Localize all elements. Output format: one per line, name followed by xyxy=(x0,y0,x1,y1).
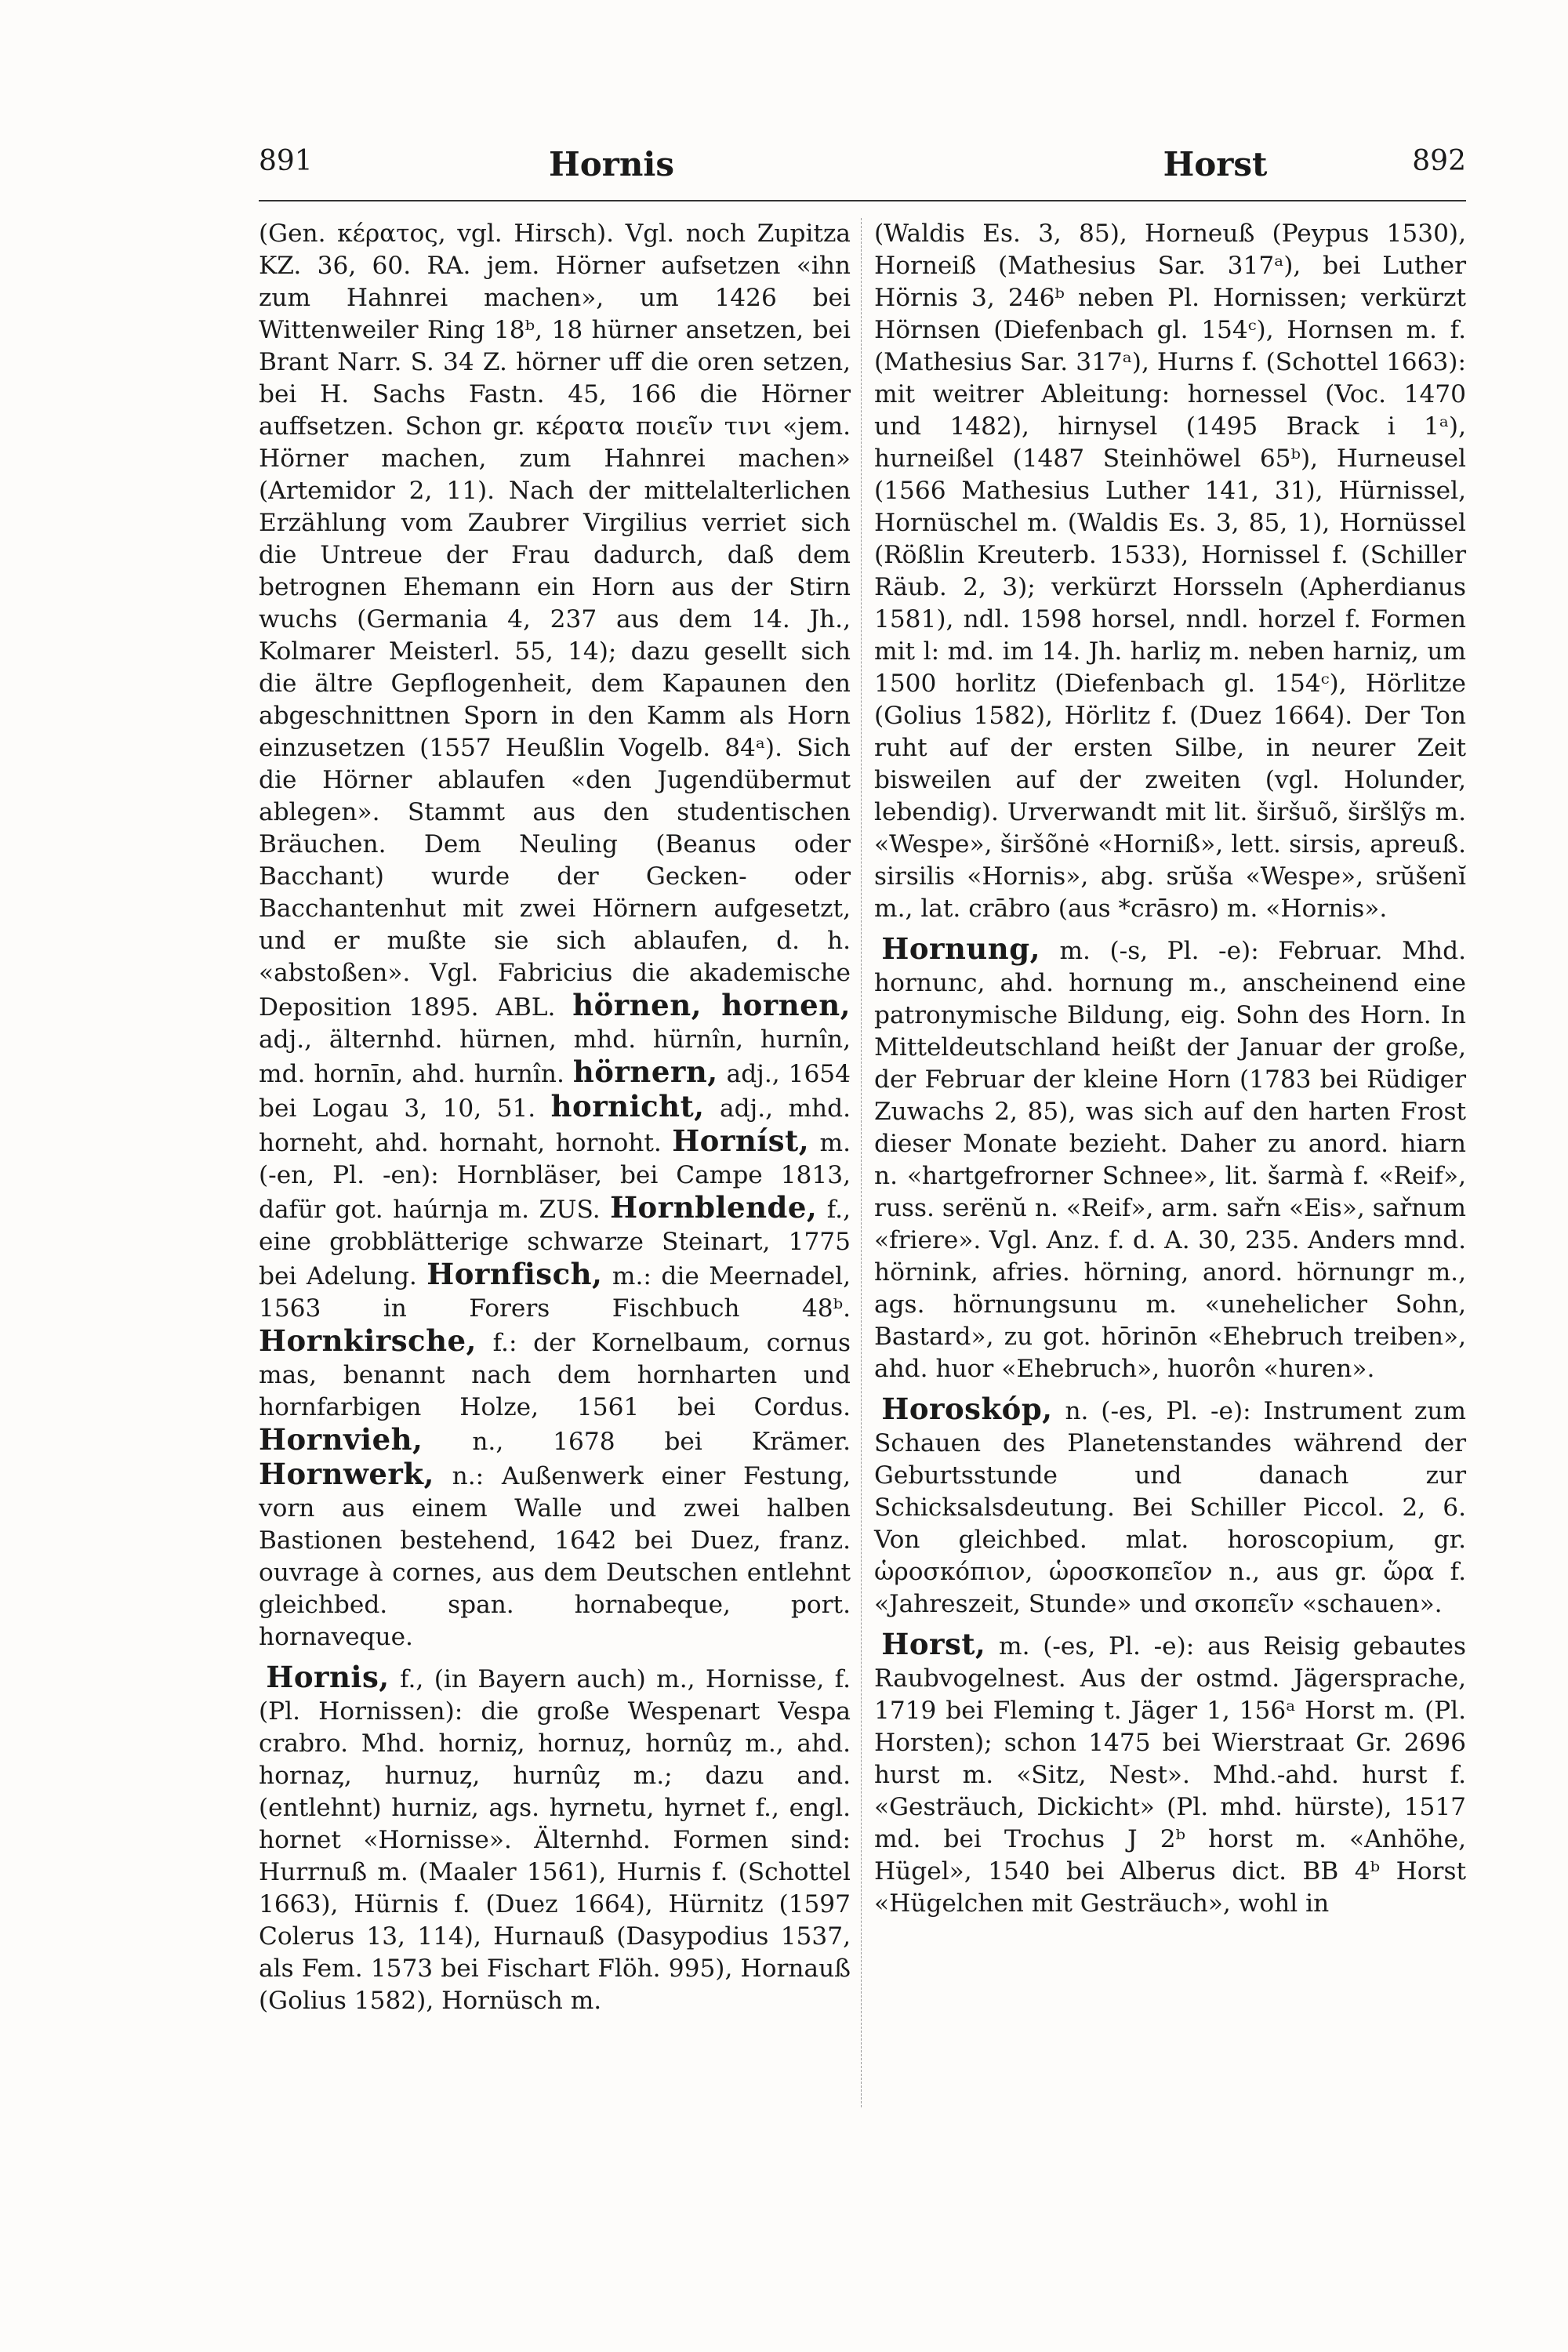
entry-text: m. (-en, Pl. -en): Hornbläser, bei Campe 1813, dafür got. haúrnja m. ZUS. xyxy=(259,1129,851,1224)
entry-lemma: Hornung, xyxy=(881,931,1040,966)
entry-lemma: Hornkirsche, xyxy=(259,1323,477,1358)
dictionary-entry xyxy=(874,933,1466,1385)
page-header xyxy=(259,145,1466,192)
left-running-headword: Hornis xyxy=(549,145,674,183)
left-page-number: 891 xyxy=(259,145,313,177)
entry-text: n.: Außenwerk einer Festung, vorn aus einem Walle und zwei halben Bastionen bestehend, 1642 bei Duez, franz. ouvrage à cornes, aus dem Deutschen entlehnt gleichbed. span. hornabeque, port. hornaveque. xyxy=(259,1462,851,1651)
entry-text: (Waldis Es. 3, 85), Horneuß (Peypus 1530), Horneiß (Mathesius Sar. 317ᵃ), bei Luther Hörnis 3, 246ᵇ neben Pl. Hornissen; verkürzt Hörnsen (Diefenbach gl. 154ᶜ), Hornsen m. f. (Mathesius Sar. 317ᵃ), Hurns f. (Schottel 1663): mit weitrer Ableitung: hornessel (Voc. 1470 und 1482), hirnysel (1495 Brack i 1ᵃ), hurneißel (1487 Steinhöwel 65ᵇ), Hurneusel (1566 Mathesius Luther 141, 31), Hürnissel, Hornüschel m. (Waldis Es. 3, 85, 1), Hornüssel (Rößlin Kreuterb. 1533), Hornissel f. (Schiller Räub. 2, 3); verkürzt Horsseln (Apherdianus 1581), ndl. 1598 horsel, nndl. horzel f. Formen mit l: md. im 14. Jh. harliȥ m. neben harniȥ, um 1500 horlitz (Diefenbach gl. 154ᶜ), Hörlitze (Golius 1582), Hörlitz f. (Duez 1664). Der Ton ruht auf der ersten Silbe, in neurer Zeit bisweilen auf der zweiten (vgl. Holunder, lebendig). Urverwandt mit lit. širšuõ, širšlỹs m. «Wespe», širšõnė «Horniß», lett. sirsis, apreuß. sirsilis «Hornis», abg. srŭša «Wespe», srŭšenĭ m., lat. crābro (aus *crāsro) m. «Hornis». xyxy=(874,220,1466,923)
entry-text: m. (-es, Pl. -e): aus Reisig gebautes Raubvogelnest. Aus der ostmd. Jägersprache, 1719 bei Fleming t. Jäger 1, 156ᵃ Horst m. (Pl. Horsten); schon 1475 bei Wierstraat Gr. 2696 hurst m. «Sitz, Nest». Mhd.-ahd. hurst f. «Gesträuch, Dickicht» (Pl. mhd. hürste), 1517 md. bei Trochus J 2ᵇ horst m. «Anhöhe, Hügel», 1540 bei Alberus dict. BB 4ᵇ Horst «Hügelchen mit Gesträuch», wohl in xyxy=(874,1632,1466,1918)
entry-lemma: Hornvieh, xyxy=(259,1422,423,1457)
entry-lemma: Hornwerk, xyxy=(259,1457,434,1491)
entry-text: f., (in Bayern auch) m., Hornisse, f. (Pl. Hornissen): die große Wespenart Vespa crabro. Mhd. horniȥ, hornuȥ, hornûȥ m., ahd. hornaȥ, hurnuȥ, hurnûȥ m.; dazu and. (entlehnt) hurniz, ags. hyrnetu, hyrnet f., engl. hornet «Hornisse». Älternhd. Formen sind: Hurrnuß m. (Maaler 1561), Hurnis f. (Schottel 1663), Hürnis f. (Duez 1664), Hürnitz (1597 Colerus 13, 114), Hurnauß (Dasypodius 1537, als Fem. 1573 bei Fischart Flöh. 995), Hornauß (Golius 1582), Hornüsch m. xyxy=(259,1665,851,2015)
dictionary-entry xyxy=(874,1628,1466,1920)
entry-text: n., 1678 bei Krämer. xyxy=(472,1428,851,1456)
entry-text: f., eine grobblätterige schwarze Steinart, 1775 bei Adelung. xyxy=(259,1196,851,1290)
entry-lemma: hörnern, xyxy=(572,1054,718,1089)
entry-text: (Gen. κέρατος, vgl. Hirsch). Vgl. noch Zupitza KZ. 36, 60. RA. jem. Hörner aufsetzen «ihn zum Hahnrei machen», um 1426 bei Wittenweiler Ring 18ᵇ, 18 hürner ansetzen, bei Brant Narr. S. 34 Z. hörner uff die oren setzen, bei H. Sachs Fastn. 45, 166 die Hörner auffsetzen. Schon gr. κέρατα ποιεῖν τινι «jem. Hörner machen, zum Hahnrei machen» (Artemidor 2, 11). Nach der mittelalterlichen Erzählung vom Zaubrer Virgilius verriet sich die Untreue der Frau dadurch, daß dem betrognen Ehemann ein Horn aus der Stirn wuchs (Germania 4, 237 aus dem 14. Jh., Kolmarer Meisterl. 55, 14); dazu gesellt sich die ältre Gepflogenheit, dem Kapaunen den abgeschnittnen Sporn in den Kamm als Horn einzusetzen (1557 Heußlin Vogelb. 84ᵃ). Sich die Hörner ablaufen «den Jugendübermut ablegen». Stammt aus den studentischen Bräuchen. Dem Neuling (Beanus oder Bacchant) wurde der Gecken- oder Bacchantenhut mit zwei Hörnern aufgesetzt, und er mußte sie sich ablaufen, d. h. «abstoßen». Vgl. Fabricius die akademische Deposition 1895. ABL. xyxy=(259,220,851,1022)
entry-text: n. (-es, Pl. -e): Instrument zum Schauen des Planetenstandes während der Geburtsstunde und danach zur Schicksalsdeutung. Bei Schiller Piccol. 2, 6. Von gleichbed. mlat. horoscopium, gr. ὡροσκόπιον, ὡροσκοπεῖον n., aus gr. ὥρα f. «Jahreszeit, Stunde» und σκοπεῖν «schauen». xyxy=(874,1397,1466,1618)
left-column xyxy=(259,218,851,2017)
entry-text: adj., 1654 bei Logau 3, 10, 51. xyxy=(259,1060,851,1123)
entry-lemma: Hornis, xyxy=(266,1660,390,1694)
right-page-number: 892 xyxy=(1412,145,1466,177)
column-separator xyxy=(861,218,862,2107)
entry-lemma: Horníst, xyxy=(672,1123,810,1158)
entry-lemma: hornicht, xyxy=(550,1089,705,1123)
right-column xyxy=(874,218,1466,1920)
entry-text: f.: der Kornelbaum, cornus mas, benannt nach dem hornharten und hornfarbigen Holze, 1561 bei Cordus. xyxy=(259,1329,851,1421)
entry-lemma: Horst, xyxy=(881,1627,986,1661)
entry-lemma: hörnen, hornen, xyxy=(572,988,851,1022)
right-running-headword: Horst xyxy=(1163,145,1268,183)
dictionary-entry xyxy=(874,1393,1466,1621)
entry-continuation xyxy=(874,218,1466,925)
entry-text: adj., mhd. horneht, ahd. hornaht, hornoht. xyxy=(259,1094,851,1157)
entry-lemma: Hornfisch, xyxy=(426,1257,603,1291)
header-rule xyxy=(259,200,1466,201)
entry-text: m.: die Meernadel, 1563 in Forers Fischbuch 48ᵇ. xyxy=(259,1262,851,1323)
entry-lemma: Hornblende, xyxy=(610,1190,818,1225)
entry-text: m. (-s, Pl. -e): Februar. Mhd. hornunc, ahd. hornung m., anscheinend eine patronymische Bildung, eig. Sohn des Horn. In Mitteldeutschland heißt der Januar der große, der Februar der kleine Horn (1783 bei Rüdiger Zuwachs 2, 85), was sich auf den harten Frost dieser Monate bezieht. Daher zu anord. hiarn n. «hartgefrorner Schnee», lit. šarmà f. «Reif», russ. serënŭ n. «Reif», arm. sařn «Eis», sařnum «friere». Vgl. Anz. f. d. A. 30, 235. Anders mnd. hörnink, afries. hörning, anord. hörnungr m., ags. hörnungsunu m. «unehelicher Sohn, Bastard», zu got. hōrinōn «Ehebruch treiben», ahd. huor «Ehebruch», huorôn «huren». xyxy=(874,937,1466,1383)
dictionary-entry xyxy=(259,1661,851,2017)
entry-text: adj., älternhd. hürnen, mhd. hürnîn, hurnîn, md. hornīn, ahd. hurnîn. xyxy=(259,1025,851,1088)
entry-lemma: Horoskóp, xyxy=(881,1392,1053,1426)
entry-continuation xyxy=(259,218,851,1653)
